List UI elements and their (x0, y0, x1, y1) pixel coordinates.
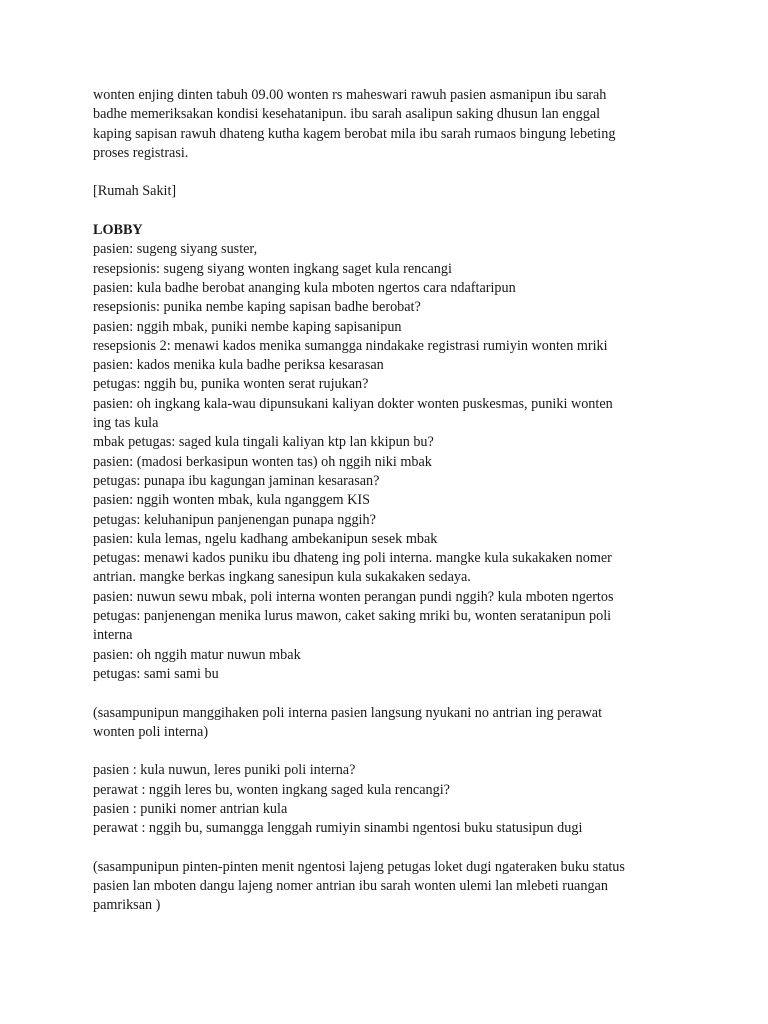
text-line: pasien lan mboten dangu lajeng nomer antrian ibu sarah wonten ulemi lan mlebeti ruangan (93, 878, 608, 895)
scene-label-text: [Rumah Sakit] (93, 183, 177, 200)
text-line: wonten enjing dinten tabuh 09.00 wonten rs maheswari rawuh pasien asmanipun ibu sarah (93, 87, 607, 103)
document-body (93, 86, 673, 916)
text-line: pasien: nggih wonten mbak, kula nganggem KIS (93, 492, 371, 509)
paragraph-gap (93, 684, 673, 703)
text-line: wonten poli interna) (93, 723, 209, 740)
paragraph-gap (93, 202, 673, 221)
text-line: pasien: nuwun sewu mbak, poli interna wonten perangan pundi nggih? kula mboten ngertos (93, 588, 614, 605)
text-line: resepsionis: sugeng siyang wonten ingkang saget kula rencangi (93, 260, 452, 277)
text-line: pasien: kula lemas, ngelu kadhang ambekanipun sesek mbak (93, 530, 438, 547)
text-line: (sasampunipun manggihaken poli interna pasien langsung nyukani no antrian ing perawat (93, 704, 603, 721)
dialogue-poli (93, 761, 673, 838)
text-line: resepsionis: punika nembe kaping sapisan badhe berobat? (93, 299, 421, 316)
text-line: (sasampunipun pinten-pinten menit ngentosi lajeng petugas loket dugi ngateraken buku status (93, 858, 625, 875)
text-line: petugas: sami sami bu (93, 665, 219, 682)
text-line: resepsionis 2: menawi kados menika sumangga nindakake registrasi rumiyin wonten mriki (93, 337, 608, 354)
paragraph-gap (93, 163, 673, 182)
text-line: pamriksan ) (93, 897, 161, 914)
intro-paragraph (93, 86, 673, 163)
text-line: petugas: nggih bu, punika wonten serat rujukan? (93, 376, 369, 393)
scene-label (93, 182, 673, 201)
text-line: pasien: oh ingkang kala-wau dipunsukani kaliyan dokter wonten puskesmas, puniki wonten (93, 395, 613, 412)
text-line: petugas: punapa ibu kagungan jaminan kesarasan? (93, 472, 380, 489)
text-line: kaping sapisan rawuh dhateng kutha kagem berobat mila ibu sarah rumaos bingung lebeting (93, 125, 616, 142)
text-line: mbak petugas: saged kula tingali kaliyan ktp lan kkipun bu? (93, 434, 434, 451)
text-line: pasien: kados menika kula badhe periksa kesarasan (93, 357, 384, 374)
paragraph-gap (93, 839, 673, 858)
text-line: perawat : nggih bu, sumangga lenggah rumiyin sinambi ngentosi buku statusipun dugi (93, 820, 583, 837)
text-line: pasien: nggih mbak, puniki nembe kaping sapisanipun (93, 318, 402, 335)
paragraph-gap (93, 742, 673, 761)
text-line: antrian. mangke berkas ingkang sanesipun kula sukakaken sedaya. (93, 569, 471, 586)
text-line: interna (93, 627, 133, 644)
narration-paragraph-1 (93, 704, 673, 743)
text-line: pasien : kula nuwun, leres puniki poli interna? (93, 762, 356, 779)
text-line: proses registrasi. (93, 144, 189, 161)
dialogue-lobby (93, 240, 673, 684)
text-line: pasien: (madosi berkasipun wonten tas) oh nggih niki mbak (93, 453, 432, 470)
text-line: pasien: kula badhe berobat ananging kula mboten ngertos cara ndaftaripun (93, 279, 516, 296)
narration-paragraph-2 (93, 858, 673, 916)
text-line: petugas: menawi kados puniku ibu dhateng ing poli interna. mangke kula sukakaken nomer (93, 550, 612, 567)
text-line: badhe memeriksakan kondisi kesehatanipun. ibu sarah asalipun saking dhusun lan enggal (93, 106, 601, 123)
text-line: ing tas kula (93, 415, 159, 432)
text-line: pasien: oh nggih matur nuwun mbak (93, 646, 301, 663)
text-line: petugas: panjenengan menika lurus mawon, caket saking mriki bu, wonten seratanipun poli (93, 608, 612, 625)
text-line: perawat : nggih leres bu, wonten ingkang saged kula rencangi? (93, 781, 450, 798)
text-line: petugas: keluhanipun panjenengan punapa nggih? (93, 511, 376, 528)
section-heading-text: LOBBY (93, 222, 143, 239)
text-line: pasien: sugeng siyang suster, (93, 241, 258, 258)
section-heading (93, 221, 673, 240)
text-line: pasien : puniki nomer antrian kula (93, 800, 288, 817)
